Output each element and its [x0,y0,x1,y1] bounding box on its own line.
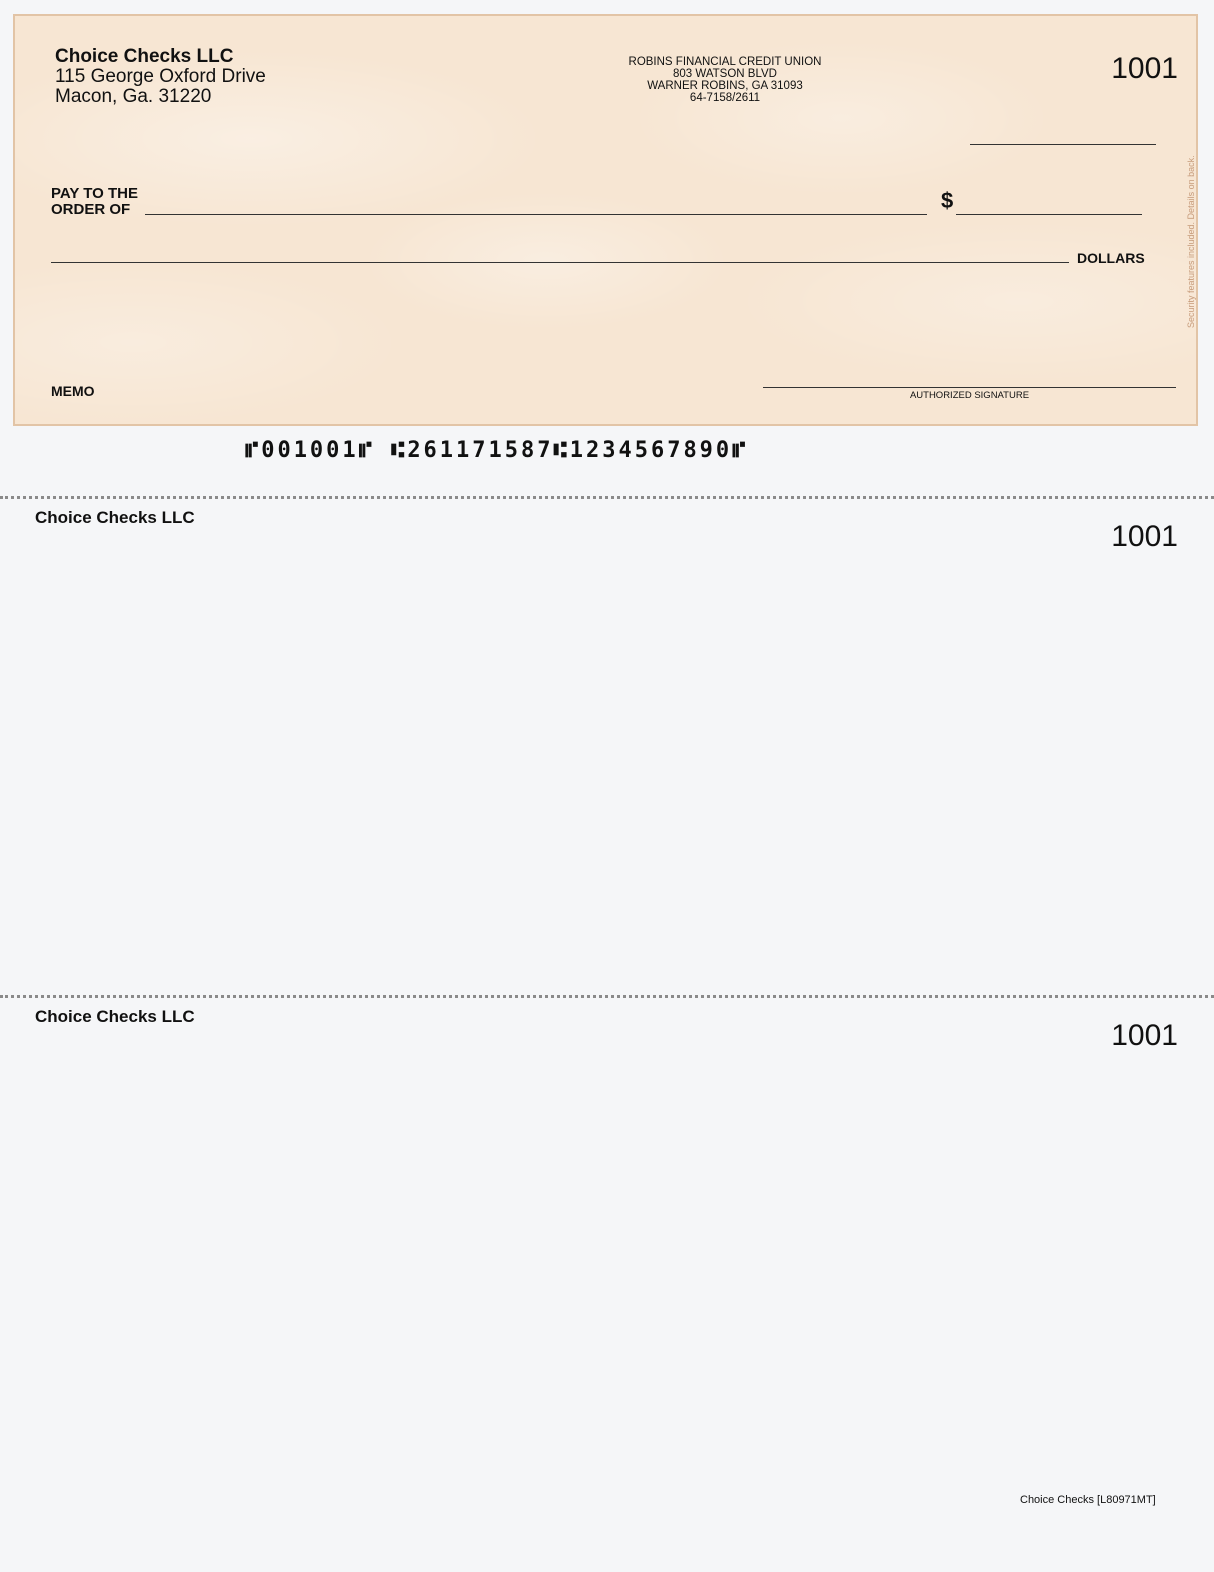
micr-line: ⑈001001⑈ ⑆261171587⑆1234567890⑈ [245,438,749,463]
bank-address-line-1: 803 WATSON BLVD [673,68,777,80]
check-number: 1001 [1111,52,1178,85]
signature-line[interactable] [763,387,1176,388]
company-address-line-1: 115 George Oxford Drive [55,66,266,87]
dollars-label: DOLLARS [1077,250,1145,266]
memo-label: MEMO [51,383,95,399]
bank-info [575,56,875,104]
pay-to-label-line-2: ORDER OF [51,201,131,218]
stub-1-check-number: 1001 [1111,520,1178,553]
footer-product-code: Choice Checks [L80971MT] [1020,1494,1156,1506]
bank-name: ROBINS FINANCIAL CREDIT UNION [628,56,822,68]
stub-2-check-number: 1001 [1111,1019,1178,1052]
pay-to-label [51,186,138,218]
bank-address-line-2: WARNER ROBINS, GA 31093 [647,80,803,92]
dollar-sign: $ [941,188,954,213]
amount-line[interactable] [956,214,1142,215]
written-amount-line[interactable] [51,262,1069,263]
date-line[interactable] [970,144,1156,145]
payee-line[interactable] [145,214,927,215]
check-face [13,14,1198,426]
pay-to-label-line-1: PAY TO THE [51,185,138,202]
security-note: Security features included. Details on back. [1186,155,1196,328]
signature-label: AUTHORIZED SIGNATURE [909,390,1030,401]
perforation-line-2 [0,995,1214,998]
stub-2-company-name: Choice Checks LLC [35,1007,195,1026]
company-name: Choice Checks LLC [55,46,234,67]
bank-fraction-number: 64-7158/2611 [689,92,761,104]
perforation-line-1 [0,496,1214,499]
stub-1-company-name: Choice Checks LLC [35,508,195,527]
company-address-line-2: Macon, Ga. 31220 [55,86,212,107]
